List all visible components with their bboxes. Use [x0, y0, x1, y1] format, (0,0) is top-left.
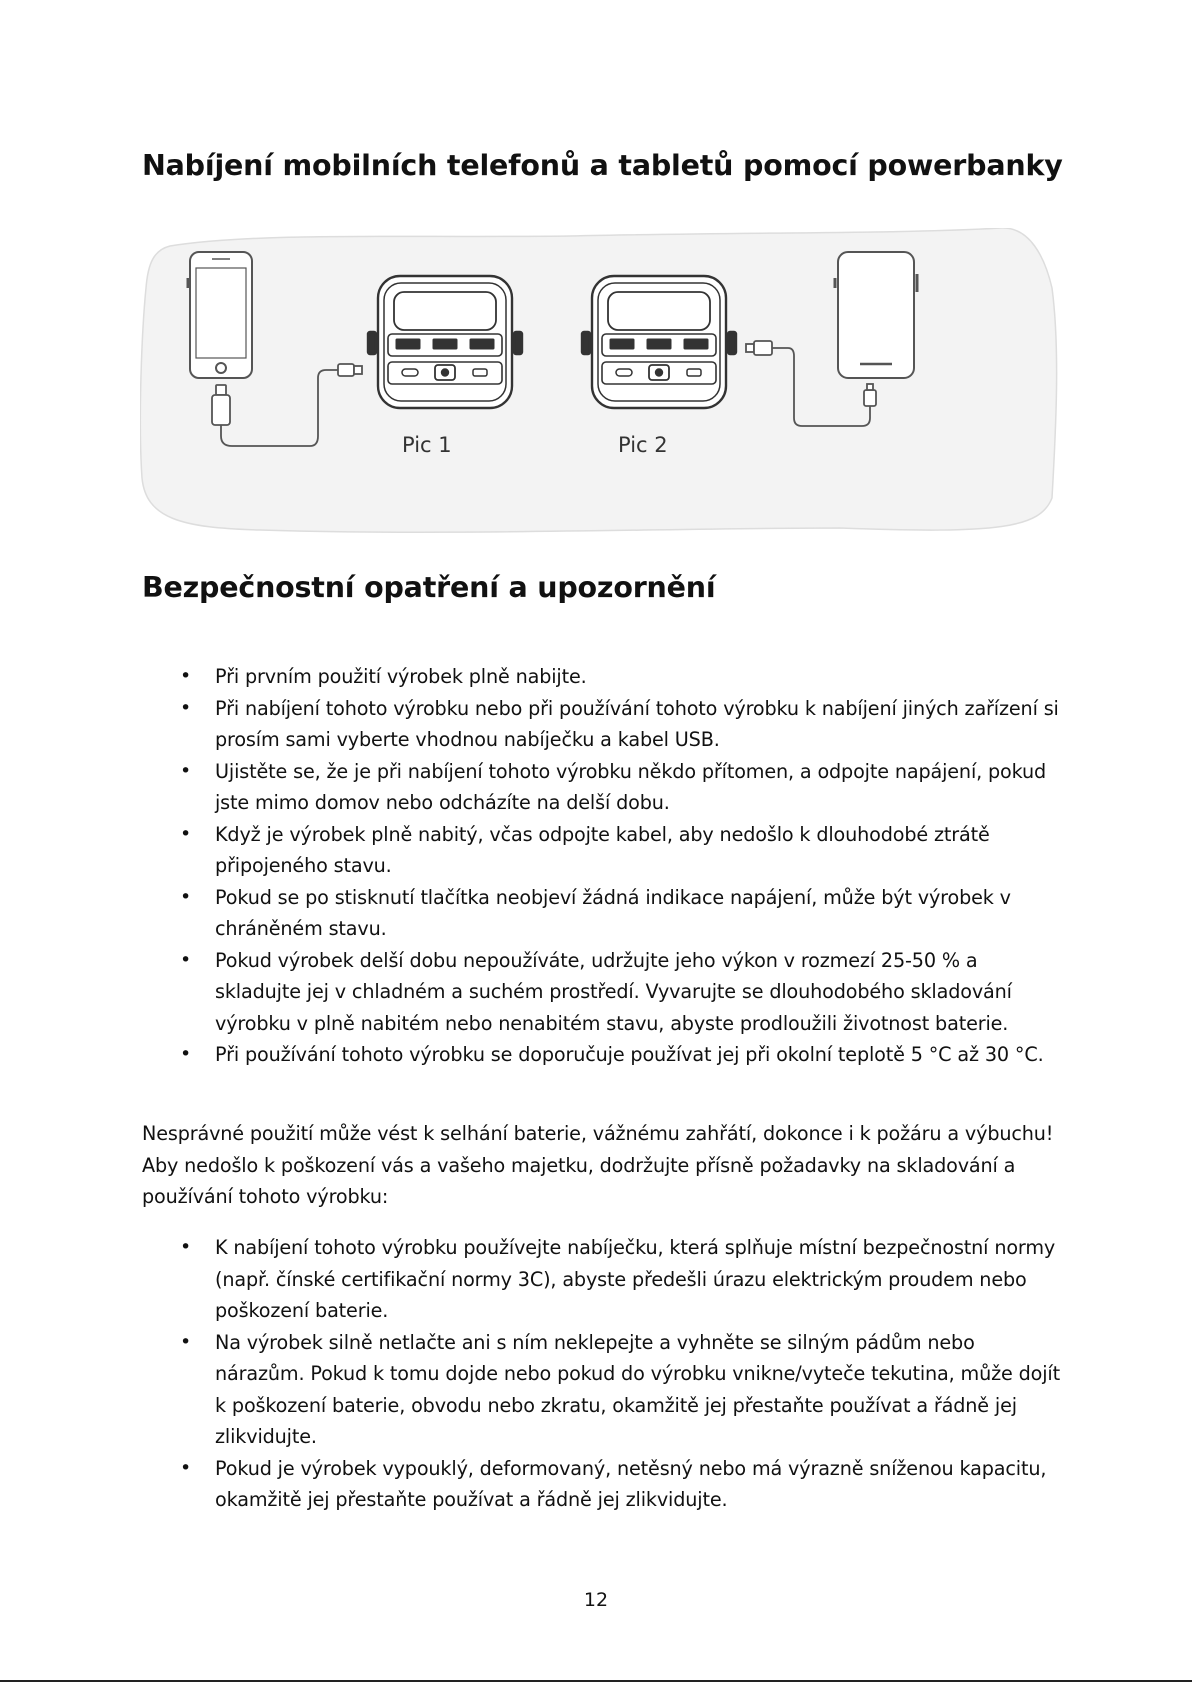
list-item: • Při prvním použití výrobek plně nabijte.	[142, 661, 1062, 693]
list-item: • Při nabíjení tohoto výrobku nebo při používání tohoto výrobku k nabíjení jiných zařízení si prosím sami vyberte vhodnou nabíječku a kabel USB.	[142, 693, 1062, 756]
powerbank-2-icon	[582, 276, 736, 408]
list-item: • Když je výrobek plně nabitý, včas odpojte kabel, aby nedošlo k dlouhodobé ztrátě připojeného stavu.	[142, 819, 1062, 882]
list-item: • Na výrobek silně netlačte ani s ním neklepejte a vyhněte se silným pádům nebo nárazům. Pokud k tomu dojde nebo pokud do výrobku vnikne/vyteče tekutina, může dojít k poškození baterie, obvodu nebo zkratu, okamžitě jej přestaňte používat a řádně jej zlikvidujte.	[142, 1327, 1062, 1453]
list-item: • K nabíjení tohoto výrobku používejte nabíječku, která splňuje místní bezpečnostní normy (např. čínské certifikační normy 3C), abyste předešli úrazu elektrickým proudem nebo poškození baterie.	[142, 1232, 1062, 1327]
list-item: • Pokud se po stisknutí tlačítka neobjeví žádná indikace napájení, může být výrobek v chráněném stavu.	[142, 882, 1062, 945]
powerbank-1-icon	[368, 276, 522, 408]
charging-diagram	[140, 228, 1060, 540]
safety-bullet-list	[142, 661, 1062, 1071]
pic-2-label: Pic 2	[618, 433, 668, 457]
list-item: • Pokud výrobek delší dobu nepoužíváte, udržujte jeho výkon v rozmezí 25-50 % a skladujte jej v chladném a suchém prostředí. Vyvarujte se dlouhodobého skladování výrobku v plně nabitém nebo nenabitém stavu, abyste prodloužili životnost baterie.	[142, 945, 1062, 1040]
list-item: • Pokud je výrobek vypouklý, deformovaný, netěsný nebo má výrazně sníženou kapacitu, okamžitě jej přestaňte používat a řádně jej zlikvidujte.	[142, 1453, 1062, 1516]
phone-left-icon	[188, 252, 252, 378]
pic-1-label: Pic 1	[402, 433, 452, 457]
phone-right-icon	[835, 252, 917, 378]
warning-paragraph: Nesprávné použití může vést k selhání baterie, vážnému zahřátí, dokonce i k požáru a výbuchu! Aby nedošlo k poškození vás a vašeho majetku, dodržujte přísně požadavky na skladování a používání tohoto výrobku:	[142, 1122, 1054, 1208]
bottom-divider	[0, 1680, 1192, 1682]
page-number: 12	[583, 1589, 609, 1611]
list-item: • Při používání tohoto výrobku se doporučuje používat jej při okolní teplotě 5 °C až 30 °C.	[142, 1039, 1062, 1071]
section-title-safety: Bezpečnostní opatření a upozornění	[142, 571, 716, 604]
section-title-charging: Nabíjení mobilních telefonů a tabletů pomocí powerbanky	[142, 149, 1063, 182]
storage-bullet-list	[142, 1232, 1062, 1516]
list-item: • Ujistěte se, že je při nabíjení tohoto výrobku někdo přítomen, a odpojte napájení, pokud jste mimo domov nebo odcházíte na delší dobu.	[142, 756, 1062, 819]
charging-illustration	[140, 228, 1060, 540]
